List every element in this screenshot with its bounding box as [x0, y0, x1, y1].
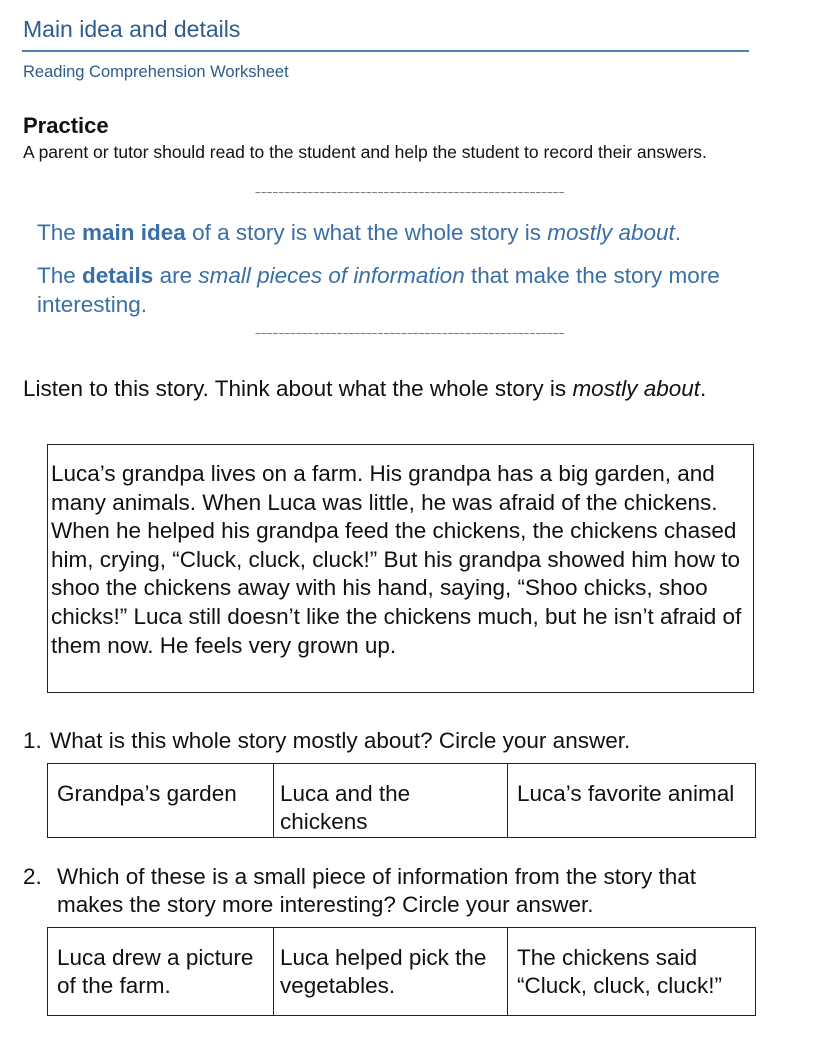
page-subtitle: Reading Comprehension Worksheet — [23, 63, 289, 81]
main-idea-post: . — [674, 220, 682, 245]
main-idea-term: main idea — [82, 220, 186, 245]
question-2-choices — [47, 927, 756, 1016]
main-idea-emphasis: mostly about — [547, 220, 675, 245]
story-prompt — [23, 374, 723, 403]
details-term: details — [82, 263, 154, 288]
practice-instructions: A parent or tutor should read to the student and help the student to record their answers. — [23, 142, 707, 162]
details-mid: are — [153, 263, 199, 288]
question-1-number: 1. — [23, 728, 42, 753]
story-text: Luca’s grandpa lives on a farm. His grandpa has a big garden, and many animals. When Luca was little, he was afraid of the chickens. When he helped his grandpa feed the chickens, the chickens chased him, crying, “Cluck, cluck, cluck!” But his grandpa showed him how to shoo the chickens away with his hand, saying, “Shoo chicks, shoo chicks!” Luca still doesn’t like the chickens much, but he isn’t afraid of them now. He feels very grown up. — [51, 461, 742, 658]
details-pre: The — [37, 263, 83, 288]
choice-cell[interactable]: Luca and the chickens — [274, 764, 508, 838]
choice-cell[interactable]: Luca helped pick the vegetables. — [274, 928, 508, 1016]
table-row — [48, 764, 756, 838]
prompt-pre: Listen to this story. Think about what the whole story is — [23, 376, 573, 401]
choice-cell[interactable]: Grandpa’s garden — [48, 764, 274, 838]
prompt-emphasis: mostly about — [572, 376, 700, 401]
prompt-post: . — [700, 376, 707, 401]
title-divider — [22, 50, 749, 52]
details-emphasis: small pieces of information — [198, 263, 465, 288]
page-title: Main idea and details — [23, 16, 241, 42]
main-idea-pre: The — [37, 220, 83, 245]
details-definition — [37, 261, 737, 319]
choice-cell[interactable]: The chickens said “Cluck, cluck, cluck!” — [508, 928, 756, 1016]
main-idea-definition — [37, 218, 757, 247]
question-1-choices — [47, 763, 756, 838]
choice-cell[interactable]: Luca drew a picture of the farm. — [48, 928, 274, 1016]
choice-cell[interactable]: Luca’s favorite animal — [508, 764, 756, 838]
table-row — [48, 928, 756, 1016]
question-2-text: Which of these is a small piece of information from the story that makes the story more interesting? Circle your answer. — [57, 864, 697, 917]
tilde-separator-top: ~~~~~~~~~~~~~~~~~~~~~~~~~~~~~~~~~~~~~~~~~~~~~~~~~~~~~ — [255, 188, 565, 199]
question-1-text: What is this whole story mostly about? Circle your answer. — [50, 728, 631, 753]
main-idea-mid: of a story is what the whole story is — [185, 220, 548, 245]
question-2-number: 2. — [23, 864, 42, 889]
practice-heading: Practice — [23, 113, 109, 138]
details-post: that make the story more interesting. — [37, 263, 720, 317]
tilde-separator-bottom: ~~~~~~~~~~~~~~~~~~~~~~~~~~~~~~~~~~~~~~~~~~~~~~~~~~~~~ — [255, 329, 565, 340]
